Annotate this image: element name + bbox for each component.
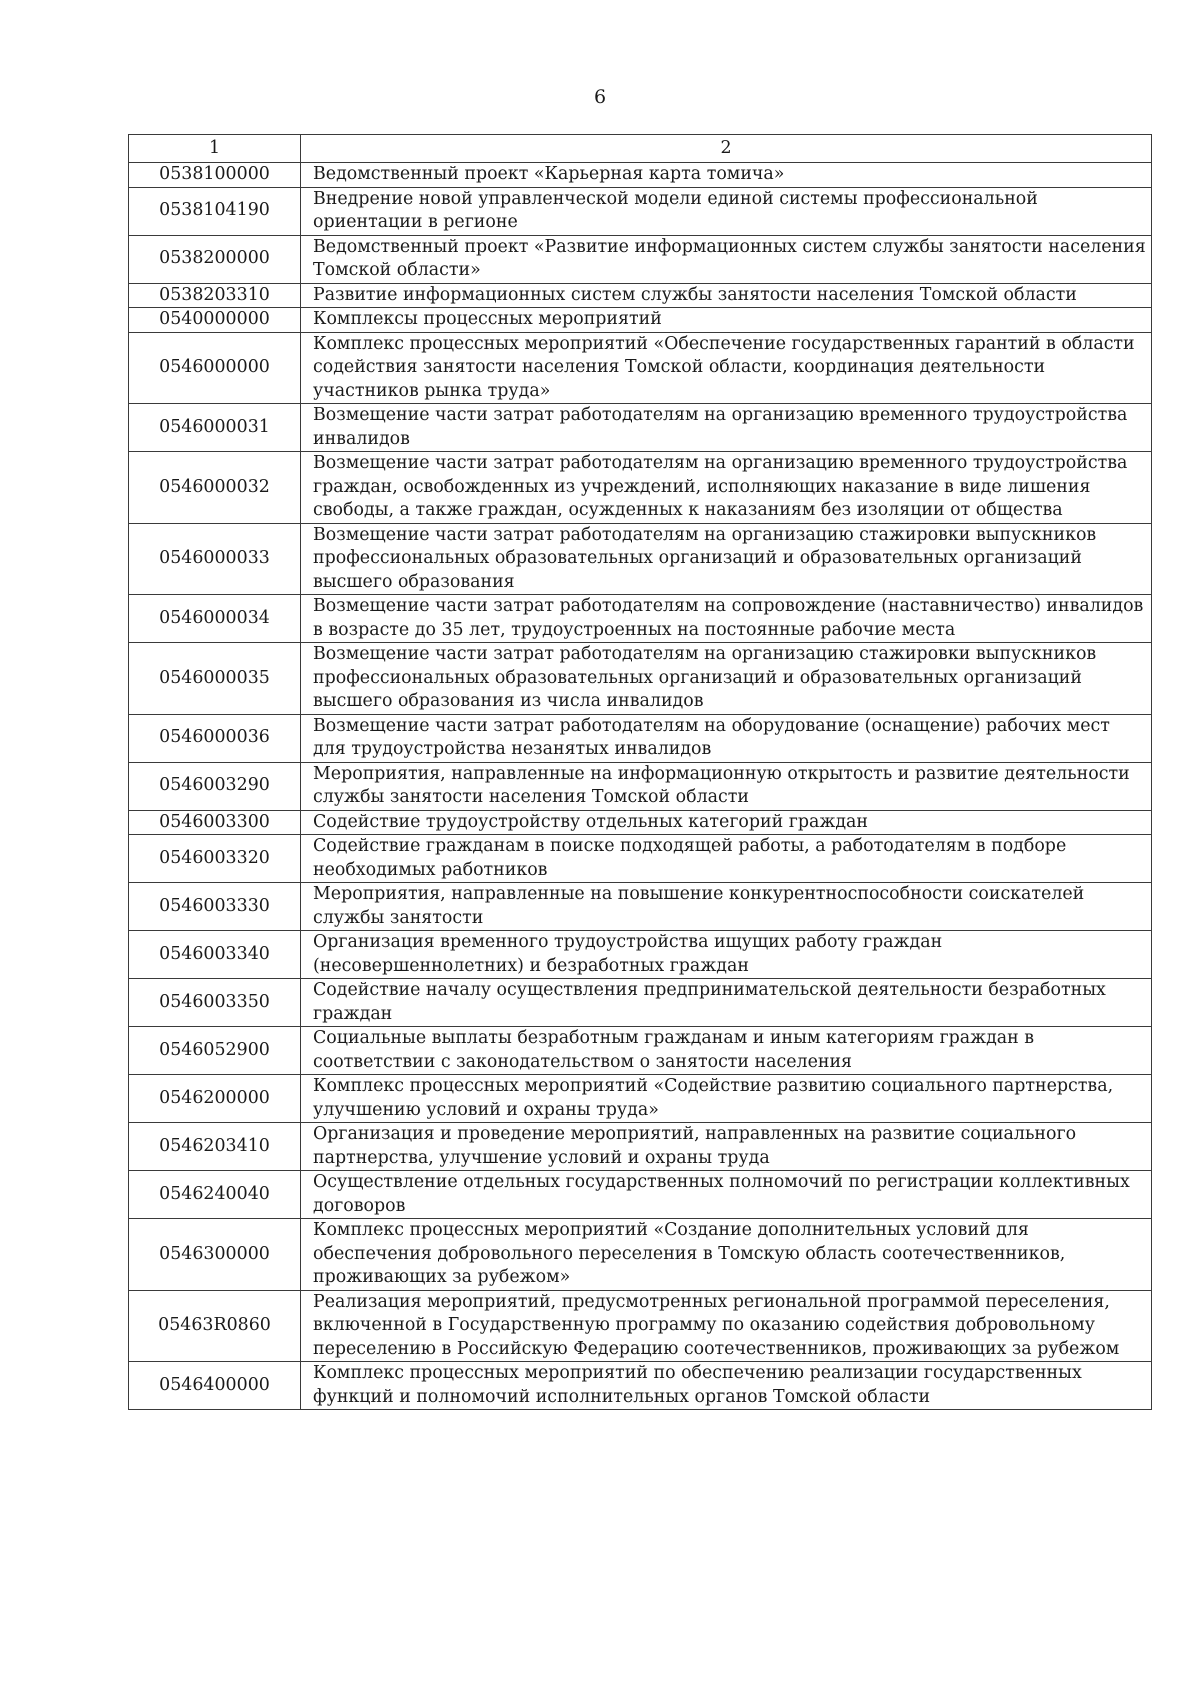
table-row (129, 1027, 1152, 1075)
table-row (129, 714, 1152, 762)
table-row (129, 404, 1152, 452)
row-code: 0546003290 (129, 762, 301, 810)
table-row (129, 931, 1152, 979)
table-row (129, 1290, 1152, 1362)
table-row (129, 308, 1152, 333)
row-name: Возмещение части затрат работодателям на организацию временного трудоустройства граждан, освобожденных из учреждений, исполняющих наказание в виде лишения свободы, а также граждан, осужденных к наказаниям без изоляции от общества (301, 452, 1152, 524)
row-name: Комплекс процессных мероприятий по обеспечению реализации государственных функций и полномочий исполнительных органов Томской области (301, 1362, 1152, 1410)
table-row (129, 595, 1152, 643)
row-name: Содействие трудоустройству отдельных категорий граждан (301, 810, 1152, 835)
row-code: 0546003330 (129, 883, 301, 931)
row-name: Организация временного трудоустройства ищущих работу граждан (несовершеннолетних) и безработных граждан (301, 931, 1152, 979)
table-row (129, 762, 1152, 810)
row-code: 0546003300 (129, 810, 301, 835)
row-name: Комплекс процессных мероприятий «Содействие развитию социального партнерства, улучшению условий и охраны труда» (301, 1075, 1152, 1123)
row-code: 0546003350 (129, 979, 301, 1027)
table-row (129, 1171, 1152, 1219)
table-row (129, 979, 1152, 1027)
table-row (129, 810, 1152, 835)
row-name: Развитие информационных систем службы занятости населения Томской области (301, 283, 1152, 308)
row-code: 0546000031 (129, 404, 301, 452)
table-row (129, 643, 1152, 715)
row-code: 05463R0860 (129, 1290, 301, 1362)
table-row (129, 283, 1152, 308)
row-code: 0546300000 (129, 1219, 301, 1291)
row-name: Ведомственный проект «Развитие информационных систем службы занятости населения Томской области» (301, 235, 1152, 283)
row-code: 0546000035 (129, 643, 301, 715)
table-row (129, 883, 1152, 931)
row-code: 0546000033 (129, 523, 301, 595)
row-code: 0546003320 (129, 835, 301, 883)
table-row (129, 452, 1152, 524)
row-code: 0538203310 (129, 283, 301, 308)
row-name: Возмещение части затрат работодателям на организацию стажировки выпускников профессиональных образовательных организаций и образовательных организаций высшего образования (301, 523, 1152, 595)
table-row (129, 1123, 1152, 1171)
row-name: Возмещение части затрат работодателям на оборудование (оснащение) рабочих мест для трудоустройства незанятых инвалидов (301, 714, 1152, 762)
row-code: 0546052900 (129, 1027, 301, 1075)
budget-classification-table (128, 134, 1152, 1410)
table-row (129, 835, 1152, 883)
row-name: Содействие гражданам в поиске подходящей работы, а работодателям в подборе необходимых работников (301, 835, 1152, 883)
row-code: 0546000036 (129, 714, 301, 762)
row-code: 0546000034 (129, 595, 301, 643)
row-name: Возмещение части затрат работодателям на сопровождение (наставничество) инвалидов в возрасте до 35 лет, трудоустроенных на постоянные рабочие места (301, 595, 1152, 643)
row-name: Комплексы процессных мероприятий (301, 308, 1152, 333)
table-row (129, 523, 1152, 595)
table-row (129, 1362, 1152, 1410)
row-code: 0538200000 (129, 235, 301, 283)
row-code: 0540000000 (129, 308, 301, 333)
row-name: Внедрение новой управленческой модели единой системы профессиональной ориентации в регионе (301, 187, 1152, 235)
row-name: Мероприятия, направленные на повышение конкурентноспособности соискателей службы занятости (301, 883, 1152, 931)
row-name: Ведомственный проект «Карьерная карта томича» (301, 163, 1152, 188)
row-code: 0538100000 (129, 163, 301, 188)
table-header-row (129, 135, 1152, 163)
column-header-1: 1 (129, 135, 301, 163)
row-code: 0546003340 (129, 931, 301, 979)
row-name: Мероприятия, направленные на информационную открытость и развитие деятельности службы занятости населения Томской области (301, 762, 1152, 810)
row-name: Социальные выплаты безработным гражданам и иным категориям граждан в соответствии с законодательством о занятости населения (301, 1027, 1152, 1075)
row-name: Организация и проведение мероприятий, направленных на развитие социального партнерства, улучшение условий и охраны труда (301, 1123, 1152, 1171)
table-row (129, 235, 1152, 283)
row-name: Реализация мероприятий, предусмотренных региональной программой переселения, включенной в Государственную программу по оказанию содействия добровольному переселению в Российскую Федерацию соотечественников, проживающих за рубежом (301, 1290, 1152, 1362)
row-code: 0546000000 (129, 332, 301, 404)
table-row (129, 1075, 1152, 1123)
row-name: Содействие началу осуществления предпринимательской деятельности безработных граждан (301, 979, 1152, 1027)
row-name: Возмещение части затрат работодателям на организацию временного трудоустройства инвалидов (301, 404, 1152, 452)
row-code: 0546200000 (129, 1075, 301, 1123)
row-code: 0546400000 (129, 1362, 301, 1410)
table-row (129, 163, 1152, 188)
table-row (129, 1219, 1152, 1291)
row-name: Возмещение части затрат работодателям на организацию стажировки выпускников профессиональных образовательных организаций и образовательных организаций высшего образования из числа инвалидов (301, 643, 1152, 715)
row-code: 0546203410 (129, 1123, 301, 1171)
row-name: Осуществление отдельных государственных полномочий по регистрации коллективных договоров (301, 1171, 1152, 1219)
row-name: Комплекс процессных мероприятий «Обеспечение государственных гарантий в области содействия занятости населения Томской области, координация деятельности участников рынка труда» (301, 332, 1152, 404)
row-name: Комплекс процессных мероприятий «Создание дополнительных условий для обеспечения добровольного переселения в Томскую область соотечественников, проживающих за рубежом» (301, 1219, 1152, 1291)
row-code: 0546000032 (129, 452, 301, 524)
column-header-2: 2 (301, 135, 1152, 163)
page-number: 6 (593, 86, 607, 108)
table-row (129, 332, 1152, 404)
row-code: 0538104190 (129, 187, 301, 235)
table-row (129, 187, 1152, 235)
row-code: 0546240040 (129, 1171, 301, 1219)
